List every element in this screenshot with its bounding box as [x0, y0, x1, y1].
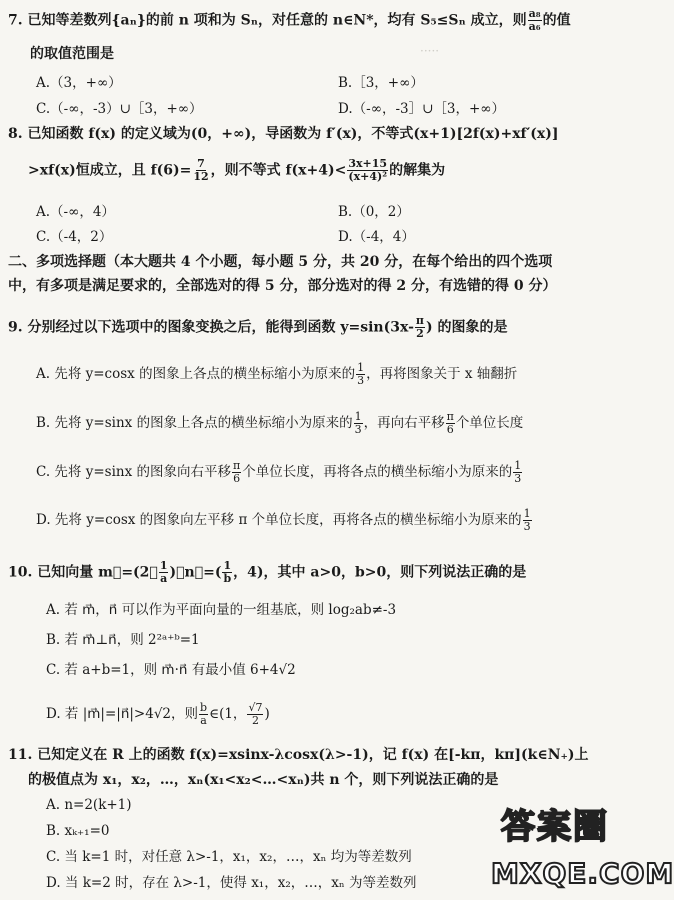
- q11-stem: 11. 已知定义在 R 上的函数 f(x)=xsinx-λcosx(λ>-1)，记 f(x) 在[-kπ，kπ](k∈N₊)上: [8, 747, 589, 763]
- q11-option-a[interactable]: A. n=2(k+1): [46, 797, 132, 813]
- q9-d-fraction: $\frac{1}{3}$: [523, 507, 531, 533]
- q7-option-a[interactable]: A.（3，+∞）: [36, 75, 122, 91]
- q7-stem: 7. 已知等差数列{aₙ}的前 n 项和为 Sₙ，对任意的 n∈N*，均有 S₅≤Sₙ 成立，则 $\frac{\text{a₈}}{\text{a₆}}$ 的值: [8, 7, 571, 33]
- q10-d-fraction: $\frac{b}{a}$: [200, 701, 208, 727]
- q11-option-c[interactable]: C. 当 k=1 时，对任意 λ>-1，x₁，x₂，…，xₙ 均为等差数列: [46, 849, 412, 865]
- q7-stem-cont: 的取值范围是: [30, 46, 114, 62]
- q11-option-d[interactable]: D. 当 k=2 时，存在 λ>-1，使得 x₁，x₂，…，xₙ 为等差数列: [46, 875, 417, 891]
- bleed-through-text: ·····: [420, 44, 440, 58]
- watermark-top-text: 答案圈: [501, 807, 609, 847]
- q8-option-d[interactable]: D.（-4，4）: [338, 229, 415, 245]
- q9-stem: 9. 分别经过以下选项中的图象变换之后，能得到函数 y=sin(3x- $\frac{\pi}{2}$ ) 的图象的是: [8, 314, 508, 340]
- q8-ineq-fraction: $\frac{3x+15}{\text{(x+4)²}}$: [348, 157, 388, 183]
- q10-option-d[interactable]: D. 若 |m⃗|=|n⃗|>4√2，则 $\frac{b}{a}$ ∈(1， $\frac{√7}{2}$ ): [46, 701, 270, 727]
- q8-stem: 8. 已知函数 f(x) 的定义域为(0，+∞)，导函数为 f′(x)，不等式(x+1)[2f(x)+xf′(x)]: [8, 126, 559, 142]
- q9-pi-fraction: $\frac{\pi}{2}$: [415, 314, 424, 340]
- q10-n-fraction: $\frac{1}{b}$: [223, 559, 232, 585]
- q9-option-a[interactable]: A. 先将 y=cosx 的图象上各点的横坐标缩小为原来的 $\frac{1}{3}$ ，再将图象关于 x 轴翻折: [36, 361, 518, 387]
- q10-option-a[interactable]: A. 若 m⃗，n⃗ 可以作为平面向量的一组基底，则 log₂ab≠-3: [46, 602, 397, 618]
- q9-option-b[interactable]: B. 先将 y=sinx 的图象上各点的横坐标缩小为原来的 $\frac{1}{3}$ ，再向右平移 $\frac{\pi}{6}$ 个单位长度: [36, 410, 524, 436]
- q9-a-fraction: $\frac{1}{3}$: [357, 361, 365, 387]
- q8-option-a[interactable]: A.（-∞，4）: [36, 204, 115, 220]
- q7-option-c[interactable]: C.（-∞，-3）∪［3，+∞）: [36, 101, 203, 117]
- section2-heading: 二、多项选择题（本大题共 4 个小题，每小题 5 分，共 20 分，在每个给出的四个选项: [8, 254, 553, 270]
- q9-b-fraction: $\frac{1}{3}$: [354, 410, 362, 436]
- q11-option-b[interactable]: B. xₖ₊₁=0: [46, 823, 110, 839]
- q8-f6-fraction: $\frac{7}{12}$: [193, 157, 209, 183]
- q10-stem: 10. 已知向量 m⃗=(2， $\frac{1}{a}$ )，n⃗=( $\frac{1}{b}$ ，4)，其中 a>0，b>0，则下列说法正确的是: [8, 559, 527, 585]
- q9-option-c[interactable]: C. 先将 y=sinx 的图象向右平移 $\frac{\pi}{6}$ 个单位长度，再将各点的横坐标缩小为原来的 $\frac{1}{3}$: [36, 459, 522, 485]
- q7-option-d[interactable]: D.（-∞，-3］∪［3，+∞）: [338, 101, 506, 117]
- section2-heading-cont: 中，有多项是满足要求的，全部选对的得 5 分，部分选对的得 2 分，有选错的得 0 分）: [8, 278, 557, 294]
- q9-option-d[interactable]: D. 先将 y=cosx 的图象向左平移 π 个单位长度，再将各点的横坐标缩小为原来的 $\frac{1}{3}$: [36, 507, 531, 533]
- q8-option-b[interactable]: B.（0，2）: [338, 204, 410, 220]
- q10-option-c[interactable]: C. 若 a+b=1，则 m⃗·n⃗ 有最小值 6+4√2: [46, 662, 296, 678]
- q10-d-root-fraction: $\frac{√7}{2}$: [248, 701, 263, 727]
- q10-m-fraction: $\frac{1}{a}$: [159, 559, 168, 585]
- watermark-logo: [491, 799, 674, 894]
- q7-fraction: $\frac{\text{a₈}}{\text{a₆}}$: [528, 7, 541, 33]
- q8-stem-cont: >xf(x)恒成立，且 f(6)= $\frac{7}{12}$ ，则不等式 f(x+4)< $\frac{3x+15}{\text{(x+4)²}}$ 的解集为: [28, 157, 446, 183]
- watermark-bottom-text: MXQE.COM: [491, 857, 674, 890]
- q9-c-pi-fraction: $\frac{\pi}{6}$: [233, 459, 241, 485]
- q10-option-b[interactable]: B. 若 m⃗⊥n⃗，则 2²ᵃ⁺ᵇ=1: [46, 632, 200, 648]
- q11-stem-cont: 的极值点为 x₁，x₂，…，xₙ(x₁<x₂<…<xₙ)共 n 个，则下列说法正确的是: [28, 772, 499, 788]
- q9-b-pi-fraction: $\frac{\pi}{6}$: [446, 410, 454, 436]
- q7-option-b[interactable]: B.［3，+∞）: [338, 75, 424, 91]
- q9-c-fraction: $\frac{1}{3}$: [514, 459, 522, 485]
- q8-option-c[interactable]: C.（-4，2）: [36, 229, 113, 245]
